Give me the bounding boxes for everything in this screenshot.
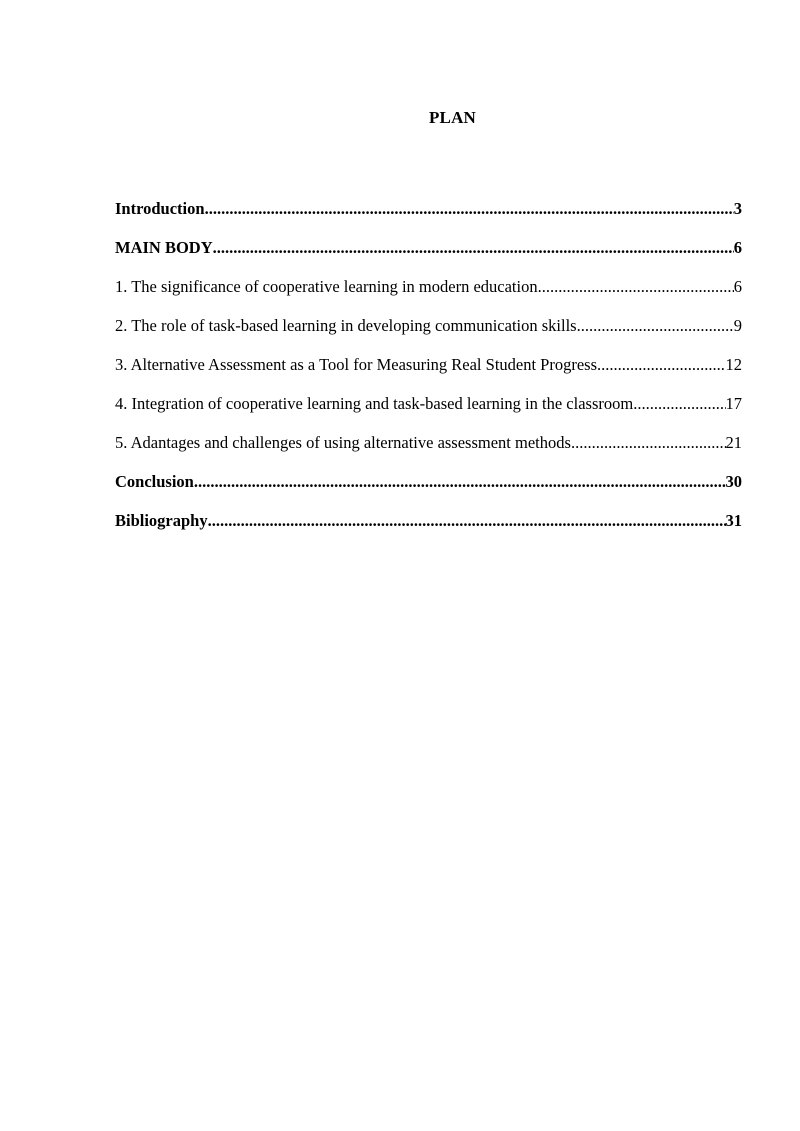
toc-entry-page: 3 [733, 199, 742, 218]
toc-entry-page: 6 [733, 238, 742, 257]
dot-leader [571, 433, 726, 453]
toc-entry-conclusion[interactable] [115, 472, 742, 511]
dot-leader [205, 199, 734, 219]
toc-entry-label: Conclusion [115, 472, 194, 491]
page-title: PLAN [428, 108, 477, 127]
table-of-contents [115, 199, 742, 550]
toc-entry-page: 12 [725, 355, 742, 374]
toc-entry-section-5[interactable] [115, 433, 742, 472]
toc-entry-section-2[interactable] [115, 316, 742, 355]
toc-entry-section-3[interactable] [115, 355, 742, 394]
dot-leader [213, 238, 734, 258]
toc-entry-introduction[interactable] [115, 199, 742, 238]
dot-leader [208, 511, 726, 531]
dot-leader [538, 277, 734, 297]
toc-entry-page: 9 [733, 316, 742, 335]
toc-entry-bibliography[interactable] [115, 511, 742, 550]
dot-leader [194, 472, 726, 492]
toc-entry-label: MAIN BODY [115, 238, 213, 257]
toc-entry-page: 6 [733, 277, 742, 296]
dot-leader [633, 394, 725, 414]
toc-entry-section-1[interactable] [115, 277, 742, 316]
toc-entry-page: 31 [725, 511, 742, 530]
toc-entry-section-4[interactable] [115, 394, 742, 433]
toc-entry-label: 2. The role of task-based learning in developing communication skills [115, 316, 577, 335]
toc-entry-page: 30 [725, 472, 742, 491]
toc-entry-label: Bibliography [115, 511, 208, 530]
toc-entry-label: 1. The significance of cooperative learning in modern education [115, 277, 538, 296]
toc-entry-main-body[interactable] [115, 238, 742, 277]
dot-leader [577, 316, 734, 336]
toc-entry-label: 4. Integration of cooperative learning and task-based learning in the classroom [115, 394, 634, 413]
toc-entry-label: 3. Alternative Assessment as a Tool for Measuring Real Student Progress [115, 355, 598, 374]
toc-entry-page: 17 [725, 394, 742, 413]
toc-entry-page: 21 [725, 433, 742, 452]
toc-entry-label: Introduction [115, 199, 205, 218]
toc-entry-label: 5. Adantages and challenges of using alternative assessment methods [115, 433, 571, 452]
dot-leader [597, 355, 725, 375]
